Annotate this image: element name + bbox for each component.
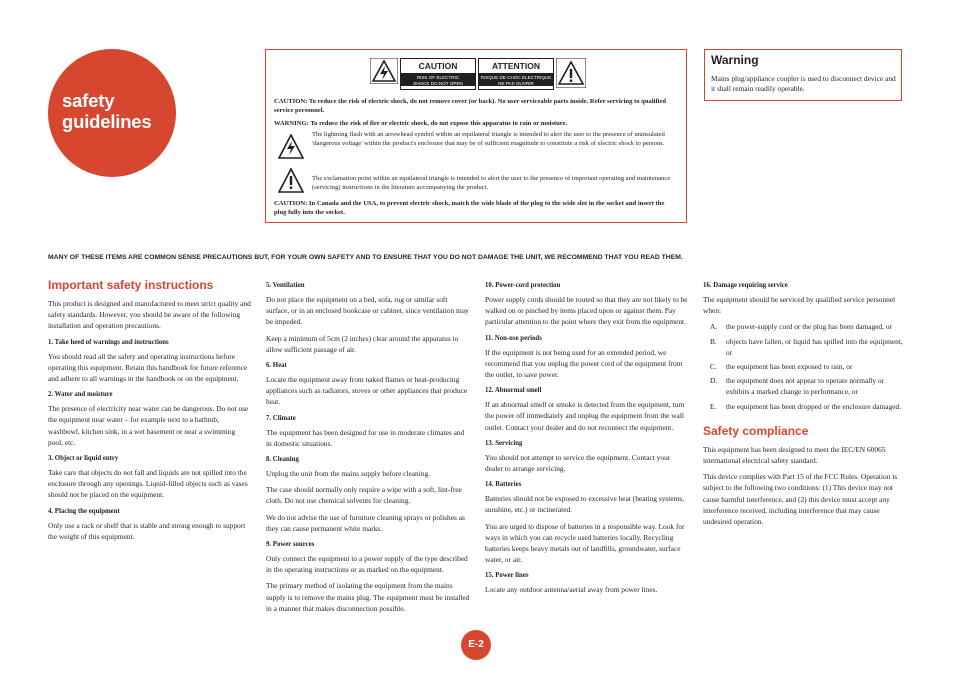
section-heading: 4. Placing the equipment: [48, 507, 120, 515]
intro-statement: MANY OF THESE ITEMS ARE COMMON SENSE PRECAUTIONS BUT, FOR YOUR OWN SAFETY AND TO ENSURE THAT YOU DO NOT DAMAGE THE UNIT, WE RECOMMEND THAT YOU READ THEM.: [48, 254, 683, 261]
list-item: [703, 321, 907, 332]
section-heading: 7. Climate: [266, 414, 296, 422]
paragraph: We do not advise the use of furniture cleaning sprays or polishes as they can cause permanent white marks.: [266, 512, 465, 533]
section-heading: 1. Take heed of warnings and instructions: [48, 338, 169, 346]
list-item-text: the power-supply cord or the plug has been damaged, or: [726, 322, 893, 332]
lightning-explanation: The lightning flash with an arrowhead symbol within an equilateral triangle is intended to alert the user to the presence of uninsulated 'dangerous voltage' within the product's enclosure that may be of sufficient magnitude to constitute a risk of electric shock to persons.: [312, 131, 665, 147]
section-heading: 10. Power-cord protection: [485, 282, 561, 289]
paragraph: Keep a minimum of 5cm (2 inches) clear around the apparatus to allow sufficient passage of air.: [266, 333, 459, 354]
paragraph: The presence of electricity near water can be dangerous. Do not use the equipment near water – for example next to a bathtub, washbowl, kitchen sink, in a wet basement or near a swimming pool, etc.: [48, 404, 249, 447]
section-heading: 8. Cleaning: [266, 456, 299, 464]
list-marker: A.: [710, 322, 718, 332]
list-item-text: objects have fallen, or liquid has spilled into the equipment, or: [726, 336, 903, 357]
list-marker: D.: [710, 376, 718, 386]
safety-compliance-heading: Safety compliance: [703, 423, 809, 438]
warning-text: WARNING: To reduce the risk of fire or electric shock, do not expose this apparatus to rain or moisture.: [274, 120, 568, 127]
attention-label-head: ATTENTION: [479, 59, 553, 74]
paragraph: Do not place the equipment on a bed, sofa, rug or similar soft surface, or in an enclosed bookcase or cabinet, since ventilation may be impeded.: [266, 295, 469, 327]
caution-label-sub: [401, 74, 475, 86]
page-number: E-2: [461, 630, 491, 660]
list-item-text: the equipment has been dropped or the enclosure damaged.: [726, 401, 902, 411]
paragraph: Take care that objects do not fall and liquids are not spilled into the enclosure through any openings. Liquid-filled objects such as vases should not be placed on the equipment.: [48, 468, 248, 500]
list-marker: E.: [710, 401, 717, 411]
paragraph: Only connect the equipment to a power supply of the type described in the operating instructions or as marked on the equipment.: [266, 554, 468, 575]
caution-label-sub-line: RISK OF ELECTRIC: [416, 75, 460, 80]
list-item-text: the equipment does not appear to operate normally or exhibits a marked change in performance, or: [726, 376, 885, 397]
section-heading: 15. Power lines: [485, 572, 529, 580]
paragraph: The primary method of isolating the equipment from the mains supply is to remove the mains plug. The equipment must be installed in a manner that makes disconnection possible.: [266, 581, 470, 613]
list-item: [703, 375, 907, 397]
caution-box: [265, 49, 687, 223]
caution-label-head: CAUTION: [401, 59, 475, 74]
list-marker: B.: [710, 336, 717, 346]
paragraph: The equipment should be serviced by qualified service personnel when:: [703, 295, 896, 316]
list-marker: C.: [710, 362, 717, 372]
list-item-text: the equipment has been exposed to rain, or: [726, 362, 853, 372]
attention-label-sub-line: RISQUE DE CHOC ELECTRIQUE: [480, 75, 552, 80]
caution-label: [400, 58, 476, 90]
column-2: [266, 280, 470, 619]
column-1: [48, 278, 252, 547]
paragraph: If the equipment is not being used for an extended period, we recommend that you unplug the power cord of the equipment from the outlet, to save power.: [485, 347, 683, 380]
caution-label-sub-line: SHOCK DO NOT OPEN: [413, 80, 463, 86]
important-instructions-heading: Important safety instructions: [48, 278, 214, 292]
section-heading: 14. Batteries: [485, 481, 522, 489]
warning-body: Mains plug/appliance coupler is used to disconnect device and it shall remain readily operable.: [711, 74, 896, 93]
caution-text: CAUTION: To reduce the risk of electric shock, do not remove cover (or back). No user serviceable parts inside. Refer servicing to qualified service personnel.: [274, 98, 667, 114]
list-item: [703, 401, 907, 412]
paragraph: This device complies with Part 15 of the FCC Rules. Operation is subject to the following two conditions: (1) This device may not cause harmful interference, and (2) this device must accept any interference received, including interference that may cause undesired operation.: [703, 472, 898, 527]
paragraph: You should read all the safety and operating instructions before operating this equipment. Retain this handbook for future reference and adhere to all warnings in the handbook or on the equipment.: [48, 351, 248, 384]
section-heading: 6. Heat: [266, 362, 287, 370]
paragraph: Only use a rack or shelf that is stable and strong enough to support the weight of this equipment.: [48, 520, 246, 541]
warning-box: [704, 49, 902, 101]
exclamation-explanation: The exclamation point within an equilateral triangle is intended to alert the user to the presence of important operating and maintenance (servicing) instructions in the literature accompanying the product.: [312, 175, 671, 191]
paragraph: The case should normally only require a wipe with a soft, lint-free cloth. Do not use chemical solvents for cleaning.: [266, 485, 462, 506]
section-badge: [48, 49, 176, 177]
section-heading: 13. Servicing: [485, 439, 523, 447]
warning-title: Warning: [711, 53, 759, 67]
paragraph: Unplug the unit from the mains supply before cleaning.: [266, 469, 430, 479]
paragraph: The equipment has been designed for use in moderate climates and in domestic situations.: [266, 427, 465, 448]
lightning-triangle-icon: [278, 134, 304, 160]
paragraph: This product is designed and manufactured to meet strict quality and safety standards. However, you should be aware of the following installation and operation precautions.: [48, 299, 251, 331]
paragraph: Locate any outdoor antenna/aerial away from power lines.: [485, 585, 658, 595]
section-title: safety guidelines: [62, 90, 152, 132]
section-heading: 9. Power sources: [266, 541, 315, 549]
section-heading: 16. Damage requiring service: [703, 282, 788, 289]
paragraph: Batteries should not be exposed to excessive heat (heating systems, sunshine, etc.) or incinerated.: [485, 494, 685, 515]
paragraph: If an abnormal smell or smoke is detected from the equipment, turn the power off immediately and unplug the equipment from the wall outlet. Contact your dealer and do not reconnect the equipment.: [485, 400, 685, 432]
section-heading: 12. Abnormal smell: [485, 387, 542, 395]
canada-caution-text: CAUTION: In Canada and the USA, to prevent electric shock, match the wide blade of the plug to the wide slot in the socket and insert the plug fully into the socket.: [274, 200, 665, 216]
list-item: [703, 336, 907, 358]
attention-label: [478, 58, 554, 90]
paragraph: This equipment has been designed to meet the IEC/EN 60065 international electrical safety standard.: [703, 444, 886, 466]
attention-label-sub: [479, 74, 553, 86]
list-item: [703, 361, 907, 372]
column-3: [485, 280, 689, 601]
column-4: [703, 280, 907, 532]
section-heading: 3. Object or liquid entry: [48, 455, 119, 463]
attention-label-sub-line: NE PAS OUVRIR: [498, 80, 534, 86]
section-heading: 5. Ventilation: [266, 282, 305, 289]
exclamation-triangle-icon: [278, 168, 304, 194]
paragraph: Locate the equipment away from naked flames or heat-producing appliances such as radiators, stoves or other appliances that produce heat.: [266, 375, 468, 407]
section-heading: 11. Non-use periods: [485, 334, 542, 342]
paragraph: Power supply cords should be routed so that they are not likely to be walked on or pinched by items placed upon or against them. Pay particular attention to the point where they exit from the equipment.: [485, 295, 688, 327]
exclamation-triangle-icon: [556, 58, 586, 88]
paragraph: You should not attempt to service the equipment. Contact your dealer to arrange servicing.: [485, 452, 671, 474]
section-heading: 2. Water and moisture: [48, 391, 113, 399]
lightning-triangle-icon: [370, 58, 398, 84]
paragraph: You are urged to dispose of batteries in a responsible way. Look for ways in which you can recycle used batteries locally. Recycling batteries keeps heavy metals out of landfills, groundwater, surface water, or air.: [485, 521, 685, 565]
